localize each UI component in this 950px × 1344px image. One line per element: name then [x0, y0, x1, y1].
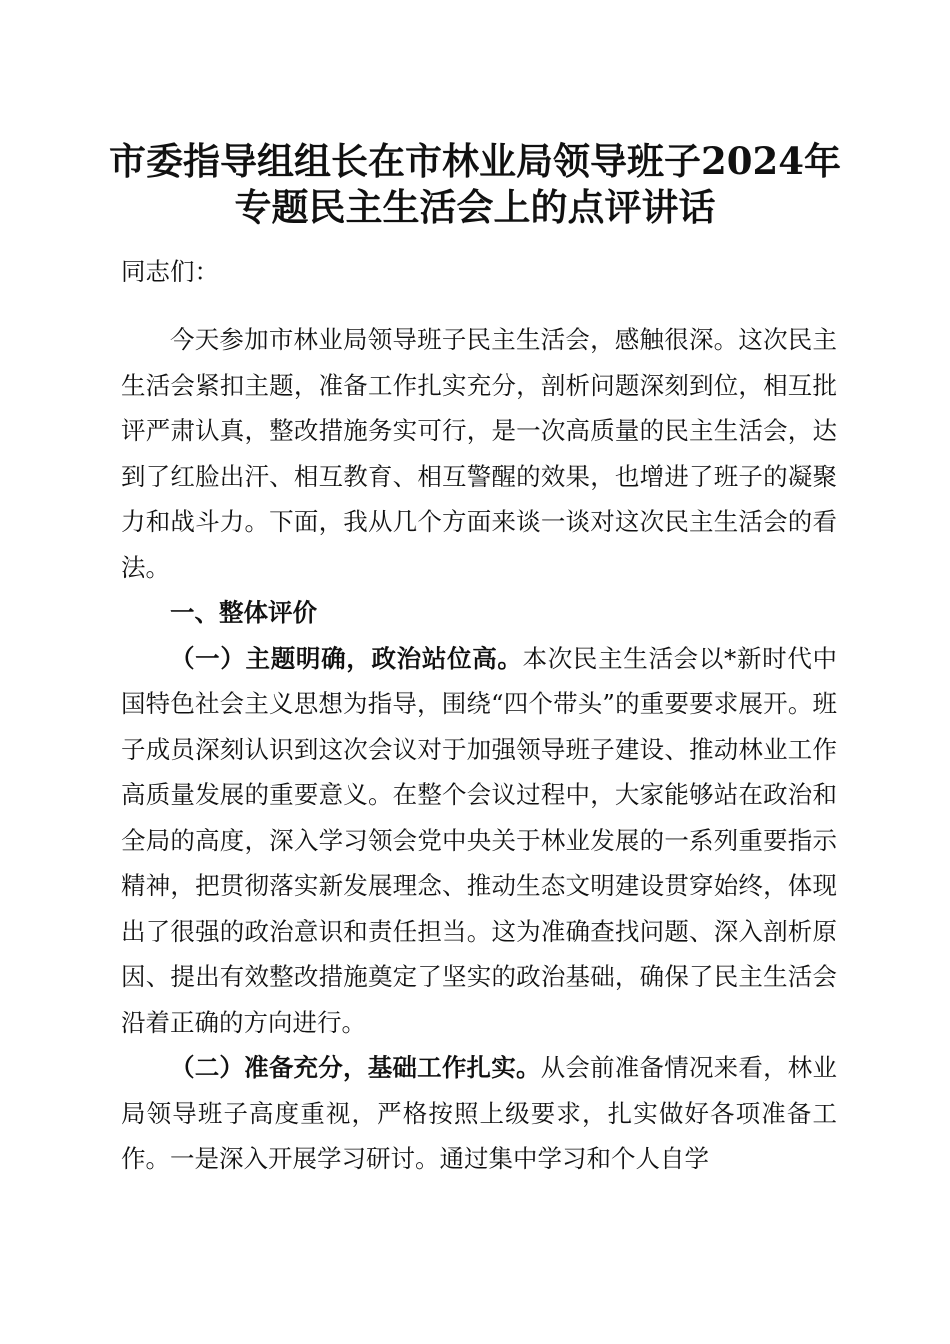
section-heading: 一、整体评价	[170, 598, 317, 627]
salutation: 同志们：	[121, 257, 219, 286]
document-body	[121, 317, 837, 1182]
document-title-line-2: 专题民主生活会上的点评讲话	[234, 185, 716, 229]
intro-paragraph: 今天参加市林业局领导班子民主生活会，感触很深。这次民主生活会紧扣主题，准备工作扎实充分，剖析问题深刻到位，相互批评严肃认真，整改措施务实可行，是一次高质量的民主生活会，达到了红脸出汗、相互教育、相互警醒的效果，也增进了班子的凝聚力和战斗力。下面，我从几个方面来谈一谈对这次民主生活会的看法。	[121, 325, 837, 582]
document-title-line-1: 市委指导组组长在市林业局领导班子2024年	[109, 139, 841, 183]
point-2-lead: （二）准备充分，基础工作扎实。	[170, 1053, 541, 1082]
point-1-lead: （一）主题明确，政治站位高。	[170, 643, 523, 673]
point-1-text: 本次民主生活会以*新时代中国特色社会主义思想为指导，围绕“四个带头”的重要要求展开。班子成员深刻认识到这次会议对于加强领导班子建设、推动林业工作高质量发展的重要意义。在整个会议过程中，大家能够站在政治和全局的高度，深入学习领会党中央关于林业发展的一系列重要指示精神，把贯彻落实新发展理念、推动生态文明建设贯穿始终，体现出了很强的政治意识和责任担当。这为准确查找问题、深入剖析原因、提出有效整改措施奠定了坚实的政治基础，确保了民主生活会沿着正确的方向进行。	[121, 643, 838, 1037]
point-1-paragraph	[121, 636, 837, 1046]
point-2-paragraph	[121, 1045, 837, 1182]
point-2-text: 从会前准备情况来看，林业局领导班子高度重视，严格按照上级要求，扎实做好各项准备工作。一是深入开展学习研讨。通过集中学习和个人自学	[121, 1053, 837, 1173]
